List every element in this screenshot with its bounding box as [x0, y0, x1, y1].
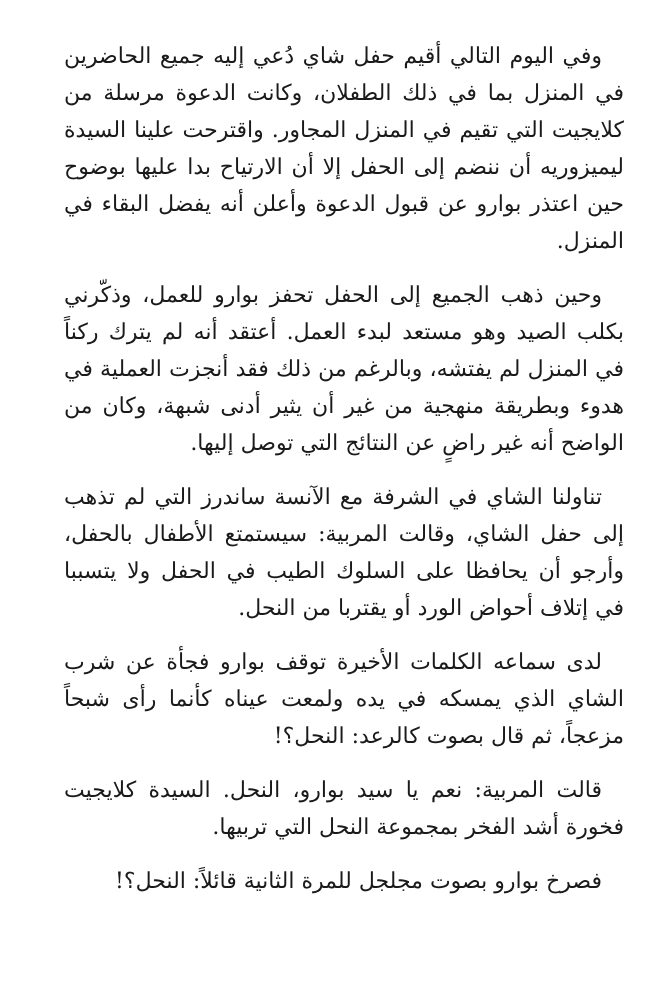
- paragraph-tea-on-terrace: تناولنا الشاي في الشرفة مع الآنسة ساندرز التي لم تذهب إلى حفل الشاي، وقالت المربية: سيستمتع الأطفال بالحفل، وأرجو أن يحافظا على السلوك الطيب في الحفل ولا يتسببا في إتلاف أحواض الورد أو يقتربا من النحل.: [64, 485, 624, 621]
- paragraph-governess-reply: قالت المربية: نعم يا سيد بوارو، النحل. السيدة كلايجيت فخورة أشد الفخر بمجموعة النحل التي تربيها.: [64, 778, 624, 840]
- paragraph-poirot-shouts: فصرخ بوارو بصوت مجلجل للمرة الثانية قائلاً: النحل؟!: [115, 869, 602, 894]
- book-page: [64, 38, 624, 900]
- paragraph-poirot-search: وحين ذهب الجميع إلى الحفل تحفز بوارو للعمل، وذكّرني بكلب الصيد وهو مستعد لبدء العمل. أعتقد أنه لم يترك ركناً في المنزل لم يفتشه، وبالرغم من ذلك فقد أنجزت العملية في هدوء وبطريقة منهجية من غير أن يثير أدنى شبهة، وكان من الواضح أنه غير راضٍ عن النتائج التي توصل إليها.: [64, 283, 624, 456]
- paragraph-poirot-stops: لدى سماعه الكلمات الأخيرة توقف بوارو فجأة عن شرب الشاي الذي يمسكه في يده ولمعت عيناه كأنما رأى شبحاً مزعجاً، ثم قال بصوت كالرعد: النحل؟!: [64, 650, 624, 749]
- paragraph-tea-party-invitation: وفي اليوم التالي أقيم حفل شاي دُعي إليه جميع الحاضرين في المنزل بما في ذلك الطفلان، وكانت الدعوة مرسلة من كلايجيت التي تقيم في المنزل المجاور. واقترحت علينا السيدة ليميزوريه أن ننضم إلى الحفل إلا أن الارتياح بدا عليها بوضوح حين اعتذر بوارو عن قبول الدعوة وأعلن أنه يفضل البقاء في المنزل.: [64, 44, 624, 254]
